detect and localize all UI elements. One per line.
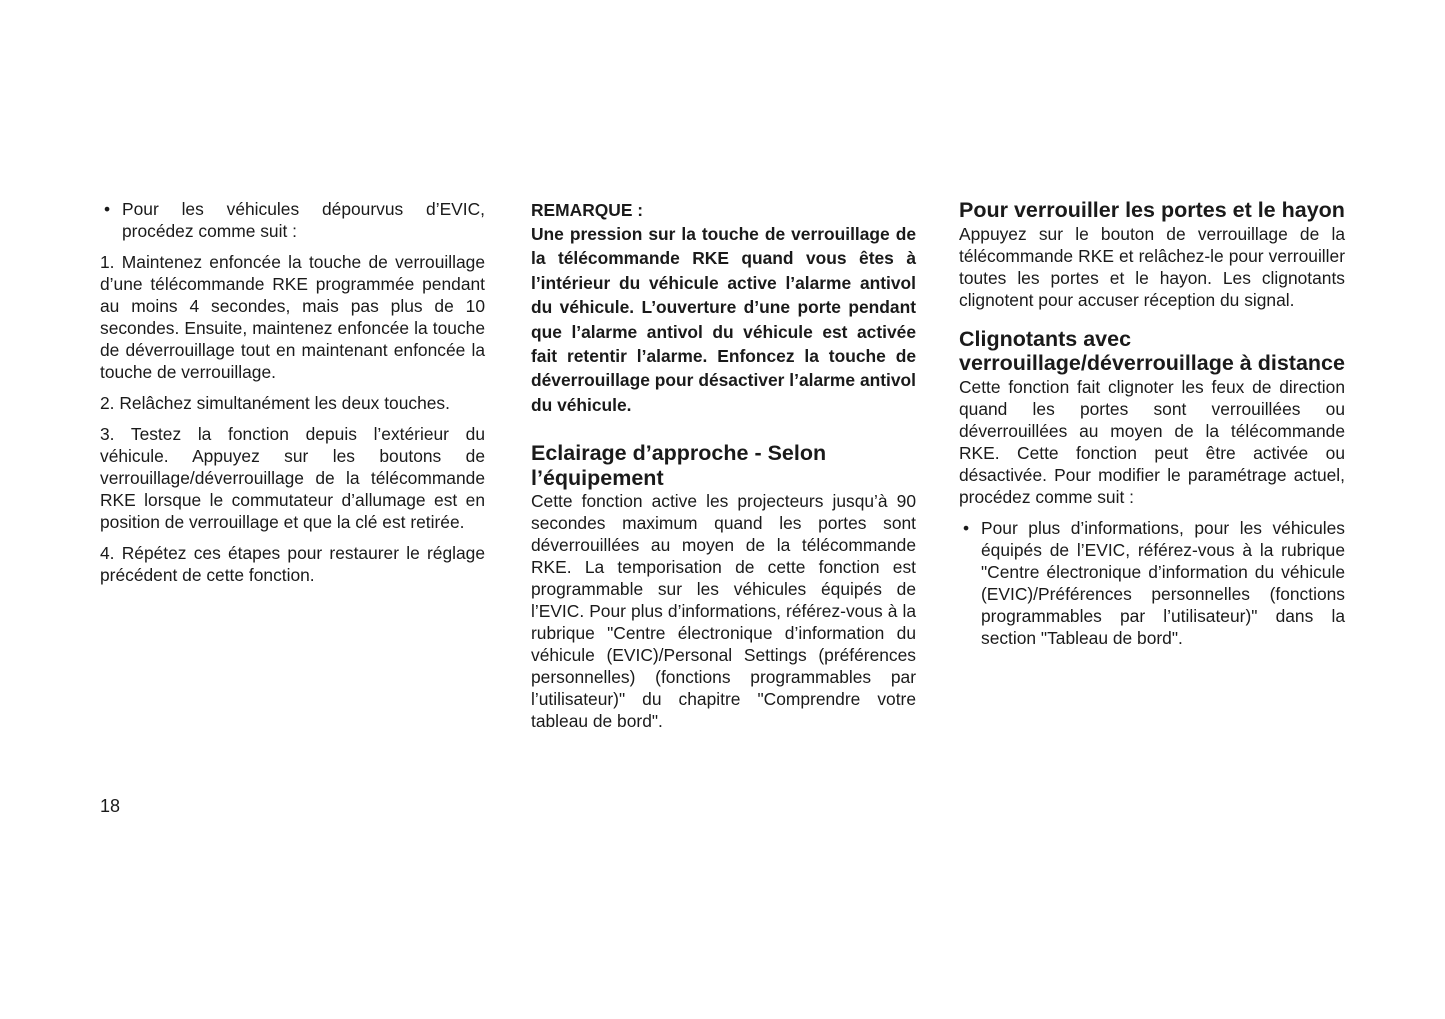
step-2: 2. Relâchez simultanément les deux touches. [100,393,450,413]
right-column [959,198,1345,649]
bullet-evic-info [959,517,1345,649]
middle-column [531,198,916,732]
lock-doors-body: Appuyez sur le bouton de verrouillage de la télécommande RKE et relâchez-le pour verrouiller toutes les portes et le hayon. Les clignotants clignotent pour accuser réception du signal. [959,223,1345,310]
note-label: REMARQUE : [531,200,644,220]
bullet-text: Pour les véhicules dépourvus d’EVIC, procédez comme suit : [122,199,485,241]
bullet-text: Pour plus d’informations, pour les véhicules équipés de l’EVIC, référez-vous à la rubrique "Centre électronique d’information du véhicule (EVIC)/Préférences personnelles (fonctions programmables par l’utilisateur)" dans la section "Tableau de bord". [981,517,1345,648]
bullet-mark: • [963,517,970,538]
lock-doors-heading: Pour verrouiller les portes et le hayon [959,198,1345,222]
note-text: Une pression sur la touche de verrouillage de la télécommande RKE quand vous êtes à l’intérieur du véhicule active l’alarme antivol du véhicule. L’ouverture d’une porte pendant que l’alarme antivol du véhicule est activée fait retentir l’alarme. Enfoncez la touche de déverrouillage pour désactiver l’alarme antivol du véhicule. [531,224,916,415]
bullet-mark: • [104,199,111,219]
page-number: 18 [100,796,121,816]
step-3: 3. Testez la fonction depuis l’extérieur du véhicule. Appuyez sur les boutons de verrouillage/déverrouillage de la télécommande RKE lorsque le commutateur d’allumage est en position de verrouillage et que la clé est retirée. [100,424,485,532]
approach-lighting-heading: Eclairage d’approche - Selon l’équipement [531,441,827,490]
bullet-evic-absent [100,198,485,242]
left-column [100,198,485,586]
step-4: 4. Répétez ces étapes pour restaurer le réglage précédent de cette fonction. [100,543,485,585]
turn-signals-heading: Clignotants avec verrouillage/déverrouillage à distance [959,326,1345,375]
turn-signals-body: Cette fonction fait clignoter les feux de direction quand les portes sont verrouillées ou déverrouillées au moyen de la télécommande RKE. Cette fonction peut être activée ou désactivée. Pour modifier le paramétrage actuel, procédez comme suit : [959,376,1345,507]
step-1: 1. Maintenez enfoncée la touche de verrouillage d’une télécommande RKE programmée pendant au moins 4 secondes, mais pas plus de 10 secondes. Ensuite, maintenez enfoncée la touche de déverrouillage tout en maintenant enfoncée la touche de verrouillage. [100,252,485,382]
approach-lighting-body: Cette fonction active les projecteurs jusqu’à 90 secondes maximum quand les portes sont déverrouillées au moyen de la télécommande RKE. La temporisation de cette fonction est programmable sur les véhicules équipés de l’EVIC. Pour plus d’informations, référez-vous à la rubrique "Centre électronique d’information du véhicule (EVIC)/Personal Settings (préférences personnelles) (fonctions programmables par l’utilisateur)" du chapitre "Comprendre votre tableau de bord". [531,491,916,732]
